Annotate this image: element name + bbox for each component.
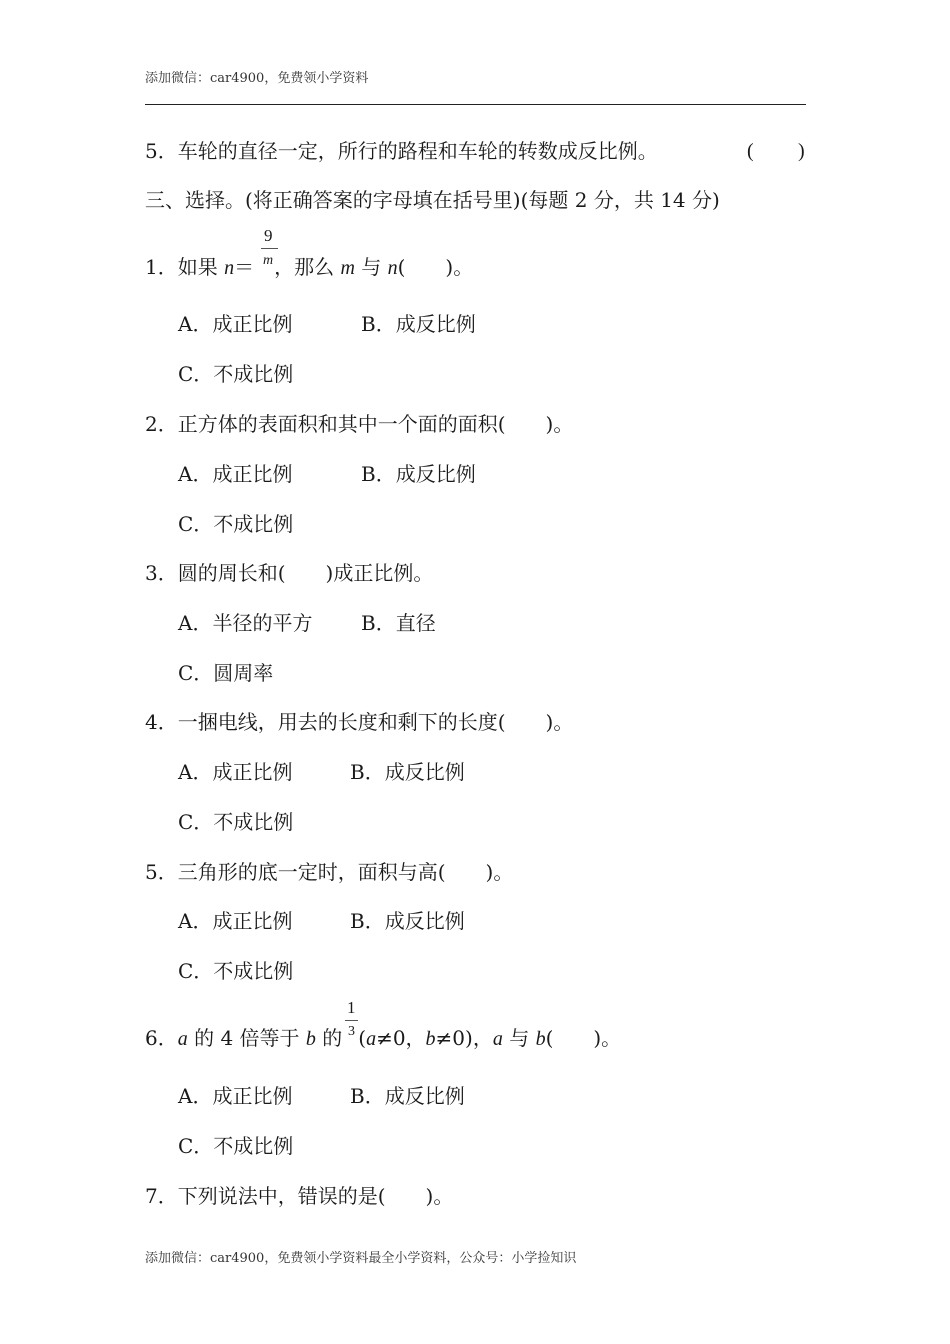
section-title: 三、选择。(将正确答案的字母填在括号里)(每题 2 分，共 14 分) bbox=[145, 188, 720, 212]
q6-suffix: ( )。 bbox=[545, 1026, 622, 1050]
question-2: 2．正方体的表面积和其中一个面的面积( )。 bbox=[145, 412, 574, 436]
q6-fraction-numerator: 1 bbox=[347, 998, 356, 1017]
q6-var-a2: a bbox=[366, 1028, 377, 1050]
header-watermark-text: 添加微信：car4900，免费领小学资料 bbox=[145, 71, 369, 86]
q6-and: 与 bbox=[502, 1026, 536, 1050]
q1-option-c: C．不成比例 bbox=[178, 362, 294, 386]
q1-equals: ＝ bbox=[234, 255, 255, 279]
q3-option-b: B．直径 bbox=[361, 611, 436, 635]
question-6 bbox=[145, 1025, 621, 1052]
q1-option-b: B．成反比例 bbox=[361, 312, 476, 336]
q4-option-a: A．成正比例 bbox=[178, 760, 293, 784]
q1-and: 与 bbox=[354, 255, 388, 279]
q6-mid2: 的 bbox=[315, 1026, 343, 1050]
q1-mid: ，那么 bbox=[274, 255, 341, 279]
q6-option-c: C．不成比例 bbox=[178, 1134, 294, 1158]
q1-var-m: m bbox=[340, 257, 355, 279]
q6-cond-open: ( bbox=[358, 1026, 367, 1050]
question-1 bbox=[145, 254, 473, 281]
q1-prefix: 1．如果 bbox=[145, 255, 225, 279]
q5-option-b: B．成反比例 bbox=[350, 909, 465, 933]
q1-fraction-numerator: 9 bbox=[264, 226, 273, 245]
q2-option-c: C．不成比例 bbox=[178, 512, 294, 536]
question-5: 5．三角形的底一定时，面积与高( )。 bbox=[145, 860, 514, 884]
q1-option-a: A．成正比例 bbox=[178, 312, 293, 336]
q6-cond2: ≠0)， bbox=[435, 1026, 493, 1050]
q6-var-b: b bbox=[305, 1028, 316, 1050]
q6-fraction-bar bbox=[345, 1020, 358, 1021]
q1-fraction-bar bbox=[261, 248, 278, 249]
q2-option-b: B．成反比例 bbox=[361, 462, 476, 486]
q6-cond1: ≠0， bbox=[376, 1026, 426, 1050]
judge-paren-right: ) bbox=[798, 140, 805, 162]
q3-option-c: C．圆周率 bbox=[178, 661, 274, 685]
question-3: 3．圆的周长和( )成正比例。 bbox=[145, 561, 434, 585]
q1-fraction-denominator: m bbox=[263, 253, 274, 268]
q2-option-a: A．成正比例 bbox=[178, 462, 293, 486]
judge-paren-left: ( bbox=[747, 140, 754, 162]
q6-var-b3: b bbox=[535, 1028, 546, 1050]
q6-option-b: B．成反比例 bbox=[350, 1084, 465, 1108]
q5-option-c: C．不成比例 bbox=[178, 959, 294, 983]
q1-var-n: n bbox=[224, 257, 235, 279]
q6-var-a: a bbox=[177, 1028, 188, 1050]
q6-option-a: A．成正比例 bbox=[178, 1084, 293, 1108]
question-7: 7．下列说法中，错误的是( )。 bbox=[145, 1184, 454, 1208]
footer-watermark-text: 添加微信：car4900，免费领小学资料最全小学资料，公众号：小学捡知识 bbox=[145, 1251, 577, 1266]
q6-mid1: 的 4 倍等于 bbox=[187, 1026, 306, 1050]
q4-option-c: C．不成比例 bbox=[178, 810, 294, 834]
q6-var-a3: a bbox=[492, 1028, 503, 1050]
q6-fraction-denominator: 3 bbox=[348, 1024, 355, 1039]
q1-suffix: ( )。 bbox=[397, 255, 474, 279]
question-4: 4．一捆电线，用去的长度和剩下的长度( )。 bbox=[145, 710, 574, 734]
q6-var-b2: b bbox=[425, 1028, 436, 1050]
q6-prefix: 6． bbox=[145, 1026, 178, 1050]
q4-option-b: B．成反比例 bbox=[350, 760, 465, 784]
header-divider bbox=[145, 104, 806, 105]
q1-var-n2: n bbox=[387, 257, 398, 279]
judge-item-5: 5．车轮的直径一定，所行的路程和车轮的转数成反比例。 bbox=[145, 139, 658, 163]
q5-option-a: A．成正比例 bbox=[178, 909, 293, 933]
q3-option-a: A．半径的平方 bbox=[178, 611, 313, 635]
